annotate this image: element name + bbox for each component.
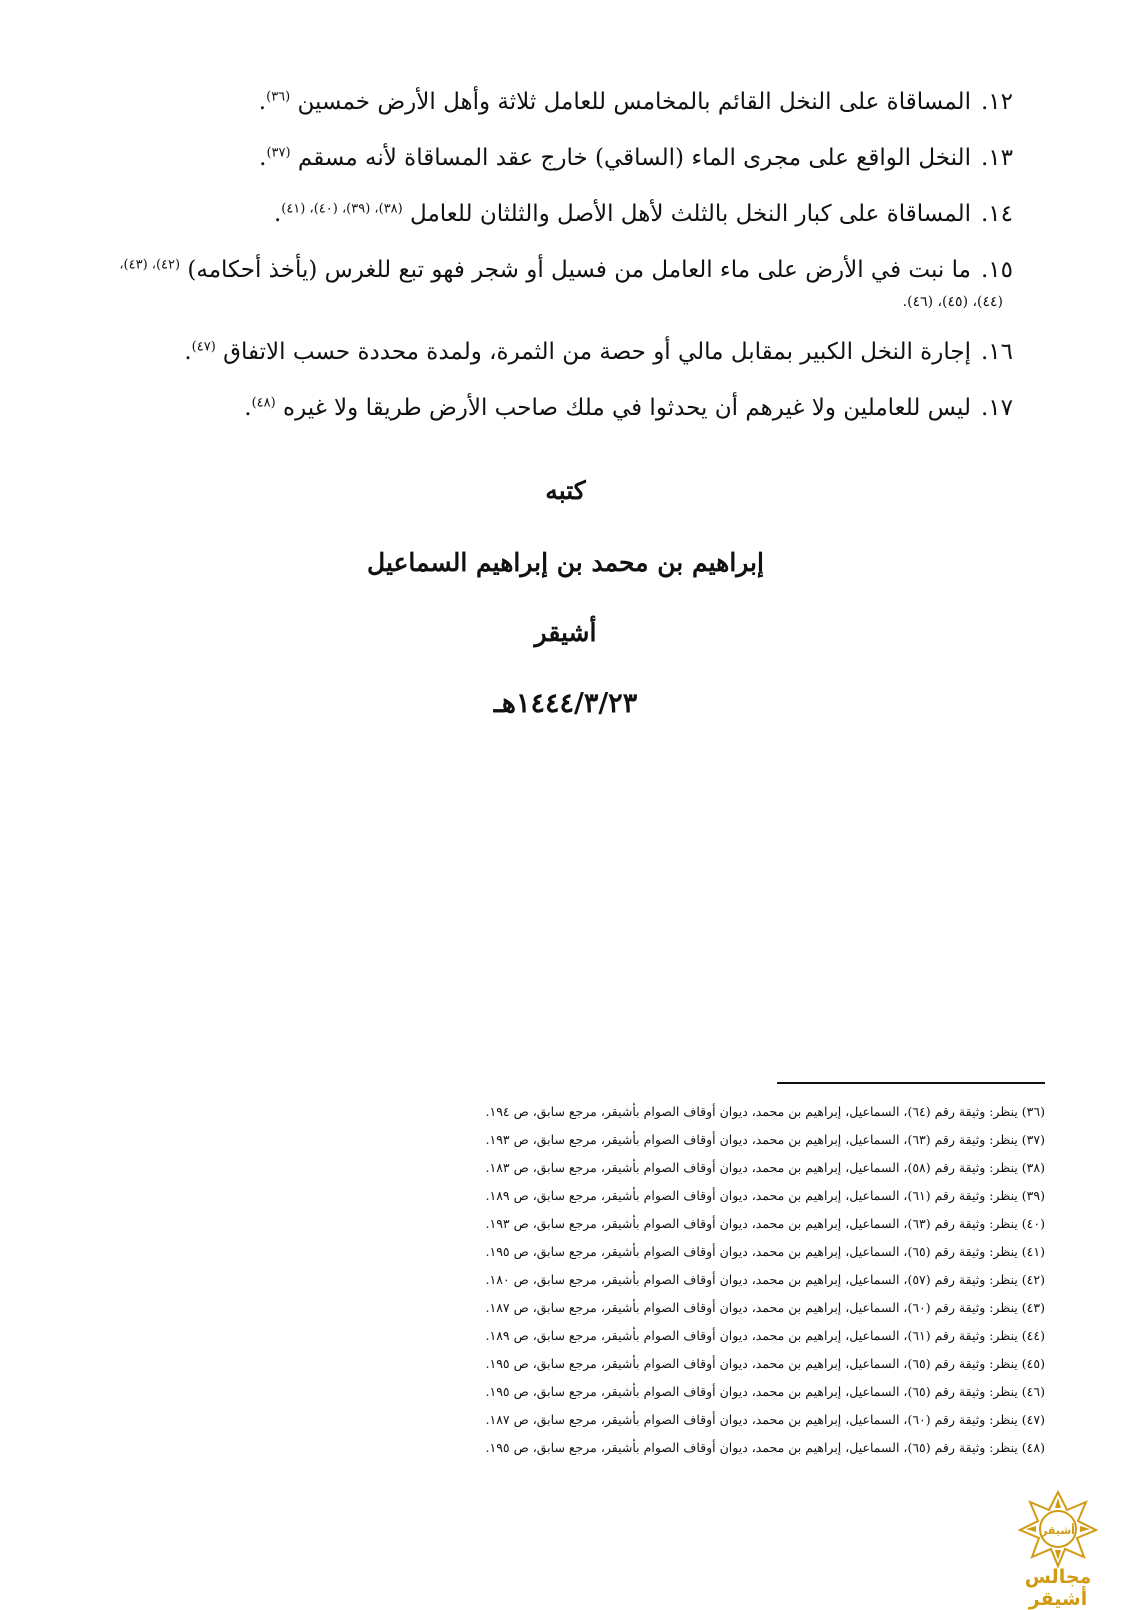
- list-item: [113, 198, 1013, 230]
- footnote-ref[interactable]: (٣٨)، (٣٩)، (٤٠)، (٤١): [281, 201, 403, 217]
- item-end: .: [259, 145, 267, 171]
- footnote-ref[interactable]: (٤٧): [191, 339, 216, 355]
- footnote: (٤٧) ينظر: وثيقة رقم (٦٠)، السماعيل، إبراهيم بن محمد، ديوان أوقاف الصوام بأشيقر، مرجع سابق، ص ١٨٧.: [485, 1412, 1045, 1427]
- item-end: .: [258, 89, 267, 115]
- footnote: (٣٩) ينظر: وثيقة رقم (٦١)، السماعيل، إبراهيم بن محمد، ديوان أوقاف الصوام بأشيقر، مرجع سابق، ص ١٨٩.: [485, 1188, 1045, 1203]
- item-end: .: [244, 395, 252, 421]
- item-end: .: [273, 201, 282, 227]
- item-text: النخل الواقع على مجرى الماء (الساقي) خارج عقد المساقاة لأنه مسقم: [297, 145, 971, 171]
- footnote: (٤٠) ينظر: وثيقة رقم (٦٣)، السماعيل، إبراهيم بن محمد، ديوان أوقاف الصوام بأشيقر، مرجع سابق، ص ١٩٣.: [485, 1216, 1045, 1231]
- item-text: المساقاة على النخل القائم بالمخامس للعامل ثلاثة وأهل الأرض خمسين: [297, 89, 971, 115]
- wrote-by-label: كتبه: [545, 476, 586, 505]
- footnote-separator: [777, 1082, 1045, 1084]
- footnote: (٤١) ينظر: وثيقة رقم (٦٥)، السماعيل، إبراهيم بن محمد، ديوان أوقاف الصوام بأشيقر، مرجع سابق، ص ١٩٥.: [485, 1244, 1045, 1259]
- item-end: .: [184, 339, 192, 365]
- item-number: ١٧.: [980, 395, 1013, 421]
- item-text: ما نبت في الأرض على ماء العامل من فسيل أو شجر فهو تبع للغرس (يأخذ أحكامه): [187, 257, 971, 283]
- footnote: (٤٣) ينظر: وثيقة رقم (٦٠)، السماعيل، إبراهيم بن محمد، ديوان أوقاف الصوام بأشيقر، مرجع سابق، ص ١٨٧.: [485, 1300, 1045, 1315]
- list-item: [113, 392, 1013, 424]
- majalis-ushaiqer-logo: [1010, 1488, 1106, 1610]
- list-item: [113, 336, 1013, 368]
- item-number: ١٣.: [980, 145, 1013, 171]
- footnote: (٤٢) ينظر: وثيقة رقم (٥٧)، السماعيل، إبراهيم بن محمد، ديوان أوقاف الصوام بأشيقر، مرجع سابق، ص ١٨٠.: [485, 1272, 1045, 1287]
- author-name: إبراهيم بن محمد بن إبراهيم السماعيل: [367, 548, 764, 577]
- list-item: [113, 86, 1013, 118]
- list-item: [113, 254, 1013, 312]
- footnote-ref[interactable]: (٣٧): [266, 145, 291, 161]
- star-emblem-icon: [1018, 1488, 1098, 1568]
- footnote-ref-continued[interactable]: (٤٤)، (٤٥)، (٤٦).: [902, 294, 1003, 310]
- footnote-ref[interactable]: (٣٦): [266, 89, 291, 105]
- item-text: إجارة النخل الكبير بمقابل مالي أو حصة من الثمرة، ولمدة محددة حسب الاتفاق: [223, 339, 971, 365]
- footnote: (٣٧) ينظر: وثيقة رقم (٦٣)، السماعيل، إبراهيم بن محمد، ديوان أوقاف الصوام بأشيقر، مرجع سابق، ص ١٩٣.: [485, 1132, 1045, 1147]
- item-text: ليس للعاملين ولا غيرهم أن يحدثوا في ملك صاحب الأرض طريقا ولا غيره: [283, 395, 971, 421]
- footnote: (٤٨) ينظر: وثيقة رقم (٦٥)، السماعيل، إبراهيم بن محمد، ديوان أوقاف الصوام بأشيقر، مرجع سابق، ص ١٩٥.: [485, 1440, 1045, 1455]
- footnote: (٣٨) ينظر: وثيقة رقم (٥٨)، السماعيل، إبراهيم بن محمد، ديوان أوقاف الصوام بأشيقر، مرجع سابق، ص ١٨٣.: [485, 1160, 1045, 1175]
- footnote: (٤٤) ينظر: وثيقة رقم (٦١)، السماعيل، إبراهيم بن محمد، ديوان أوقاف الصوام بأشيقر، مرجع سابق، ص ١٨٩.: [485, 1328, 1045, 1343]
- emblem-text: أشيقر: [1041, 1524, 1075, 1537]
- footnote: (٤٥) ينظر: وثيقة رقم (٦٥)، السماعيل، إبراهيم بن محمد، ديوان أوقاف الصوام بأشيقر، مرجع سابق، ص ١٩٥.: [485, 1356, 1045, 1371]
- place-name: أشيقر: [534, 618, 597, 647]
- footnotes-list: [485, 1098, 1045, 1462]
- item-number: ١٦.: [980, 339, 1013, 365]
- rulings-list: [113, 86, 1013, 448]
- item-number: ١٢.: [980, 89, 1013, 115]
- footnote-ref[interactable]: (٤٨): [251, 395, 276, 411]
- hijri-date: ١٤٤٤/٣/٢٣هـ: [493, 688, 638, 719]
- footnote: (٤٦) ينظر: وثيقة رقم (٦٥)، السماعيل، إبراهيم بن محمد، ديوان أوقاف الصوام بأشيقر، مرجع سابق، ص ١٩٥.: [485, 1384, 1045, 1399]
- footnote-ref[interactable]: (٤٢)، (٤٣)،: [119, 257, 181, 273]
- item-number: ١٥.: [980, 257, 1013, 283]
- item-text: المساقاة على كبار النخل بالثلث لأهل الأصل والثلثان للعامل: [410, 201, 971, 227]
- footnote: (٣٦) ينظر: وثيقة رقم (٦٤)، السماعيل، إبراهيم بن محمد، ديوان أوقاف الصوام بأشيقر، مرجع سابق، ص ١٩٤.: [485, 1104, 1045, 1119]
- item-number: ١٤.: [980, 201, 1013, 227]
- list-item: [113, 142, 1013, 174]
- logo-text: مجالس أشيقر: [1024, 1566, 1092, 1610]
